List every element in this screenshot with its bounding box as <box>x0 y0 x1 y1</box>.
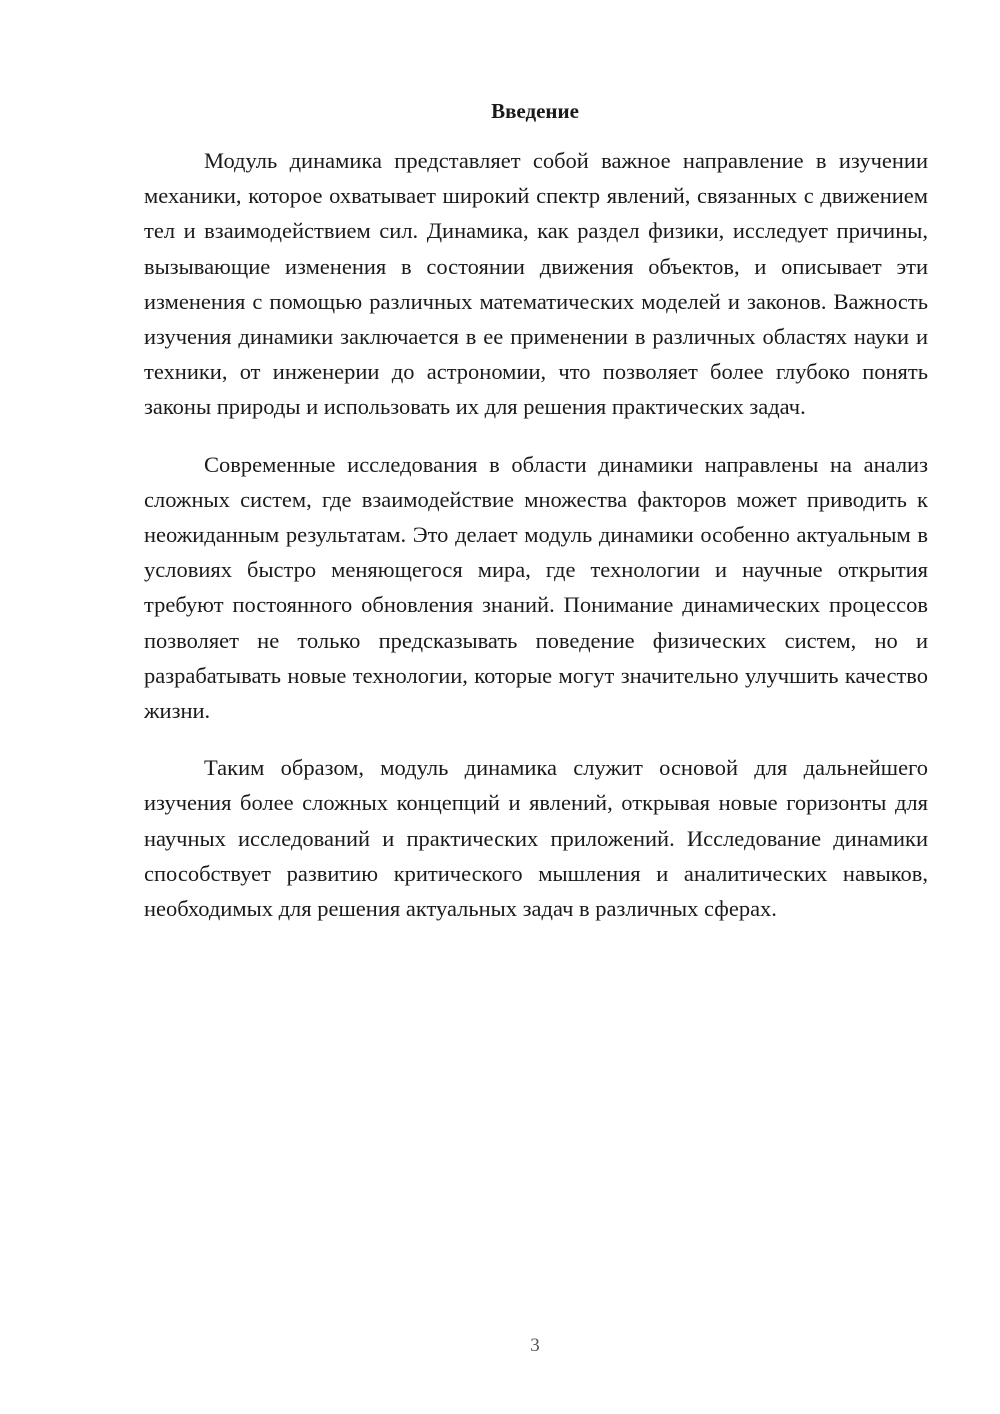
paragraph-1: Модуль динамика представляет собой важное направление в изучении механики, которое охватывает широкий спектр явлений, связанных с движением тел и взаимодействием сил. Динамика, как раздел физики, исследует причины, вызывающие изменения в состоянии движения объектов, и описывает эти изменения с помощью различных математических моделей и законов. Важность изучения динамики заключается в ее применении в различных областях науки и техники, от инженерии до астрономии, что позволяет более глубоко понять законы природы и использовать их для решения практических задач. <box>144 148 928 420</box>
document-body <box>144 143 928 948</box>
paragraph-2: Современные исследования в области динамики направлены на анализ сложных систем, где взаимодействие множества факторов может приводить к неожиданным результатам. Это делает модуль динамики особенно актуальным в условиях быстро меняющегося мира, где технологии и научные открытия требуют постоянного обновления знаний. Понимание динамических процессов позволяет не только предсказывать поведение физических систем, но и разрабатывать новые технологии, которые могут значительно улучшить качество жизни. <box>144 451 928 724</box>
page-number: 3 <box>530 1335 540 1356</box>
page-title: Введение <box>491 99 579 123</box>
paragraph-3: Таким образом, модуль динамика служит основой для дальнейшего изучения более сложных концепций и явлений, открывая новые горизонты для научных исследований и практических приложений. Исследование динамики способствует развитию критического мышления и аналитических навыков, необходимых для решения актуальных задач в различных сферах. <box>144 755 928 922</box>
